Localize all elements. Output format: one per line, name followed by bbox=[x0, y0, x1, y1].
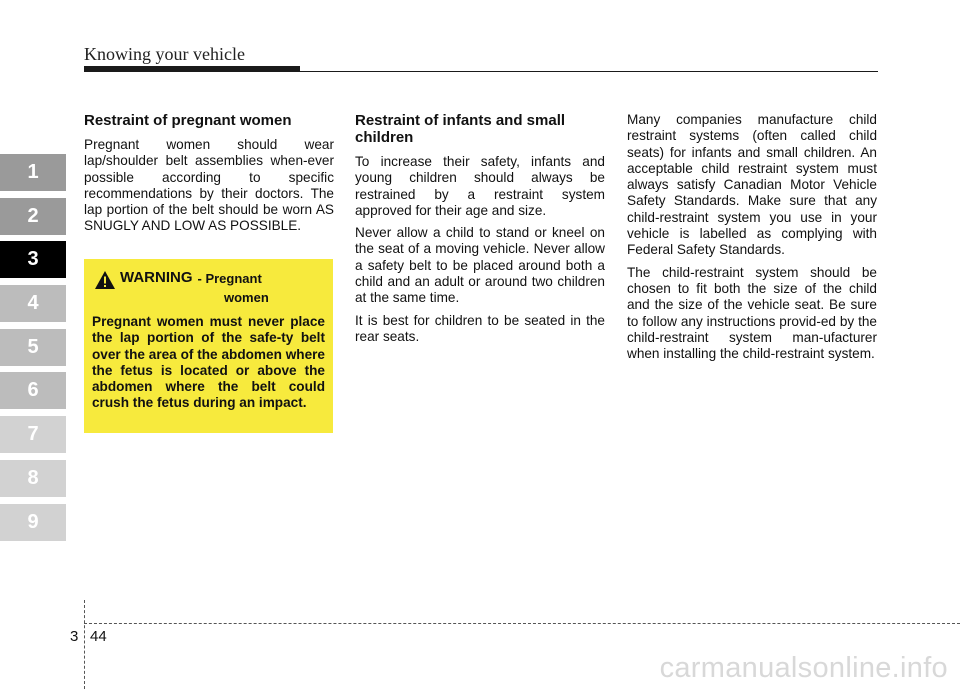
chapter-tab-8[interactable]: 8 bbox=[0, 460, 66, 497]
chapter-tabs bbox=[0, 154, 66, 547]
chapter-tab-3[interactable]: 3 bbox=[0, 241, 66, 278]
warning-box bbox=[84, 259, 333, 433]
watermark: carmanualsonline.info bbox=[659, 652, 948, 684]
chapter-tab-5[interactable]: 5 bbox=[0, 329, 66, 366]
chapter-tab-1[interactable]: 1 bbox=[0, 154, 66, 191]
warning-header bbox=[94, 269, 325, 290]
column-pregnant-women bbox=[84, 112, 334, 241]
column-infants-children bbox=[355, 112, 605, 351]
section-heading-infants: Restraint of infants and small children bbox=[355, 112, 566, 146]
header-title: Knowing your vehicle bbox=[84, 44, 245, 64]
paragraph-pregnant: Pregnant women should wear lap/shoulder belt assemblies when-ever possible according to specific recommendations by their doctors. The lap portion of the belt should be worn AS SNUGLY AND LOW AS POSSIBLE. bbox=[84, 137, 334, 234]
column-child-restraint bbox=[627, 112, 877, 368]
warning-triangle-icon bbox=[94, 270, 116, 290]
header-rule-thin bbox=[84, 71, 878, 72]
paragraph-restraint-2: The child-restraint system should be chosen to fit both the size of the child and the size of the vehicle seat. Be sure to follow any instructions provid-ed by the child-restraint system man-ufacturer when installing the child-restraint system. bbox=[627, 264, 877, 362]
page-section-number: 3 bbox=[70, 628, 79, 645]
footer-vertical-rule bbox=[84, 600, 85, 689]
chapter-tab-9[interactable]: 9 bbox=[0, 504, 66, 541]
chapter-tab-2[interactable]: 2 bbox=[0, 198, 66, 235]
warning-body: Pregnant women must never place the lap portion of the safe-ty belt over the area of the abdomen where the fetus is located or above the abdomen where the belt could crush the fetus during an impact. bbox=[92, 314, 325, 411]
paragraph-infants-3: It is best for children to be seated in the rear seats. bbox=[355, 312, 605, 344]
warning-label: WARNING bbox=[120, 269, 193, 286]
footer-rule bbox=[84, 623, 960, 624]
section-heading-pregnant: Restraint of pregnant women bbox=[84, 112, 292, 129]
chapter-tab-4[interactable]: 4 bbox=[0, 285, 66, 322]
paragraph-infants-2: Never allow a child to stand or kneel on the seat of a moving vehicle. Never allow a safety belt to be placed around both a child and an adult or around two children at the same time. bbox=[355, 225, 605, 306]
paragraph-infants-1: To increase their safety, infants and young children should always be restrained by a restraint system approved for their age and size. bbox=[355, 154, 605, 218]
page-number: 44 bbox=[90, 628, 107, 645]
paragraph-restraint-1: Many companies manufacture child restraint systems (often called child seats) for infants and small children. An acceptable child restraint system must always satisfy Canadian Motor Vehicle Safety Standards. Make sure that any child-restraint system you use in your vehicle is labelled as complying with Federal Safety Standards. bbox=[627, 112, 877, 258]
chapter-tab-7[interactable]: 7 bbox=[0, 416, 66, 453]
warning-subtitle-continued: women bbox=[224, 290, 269, 305]
warning-subtitle: - Pregnant bbox=[197, 271, 262, 286]
chapter-tab-6[interactable]: 6 bbox=[0, 372, 66, 409]
